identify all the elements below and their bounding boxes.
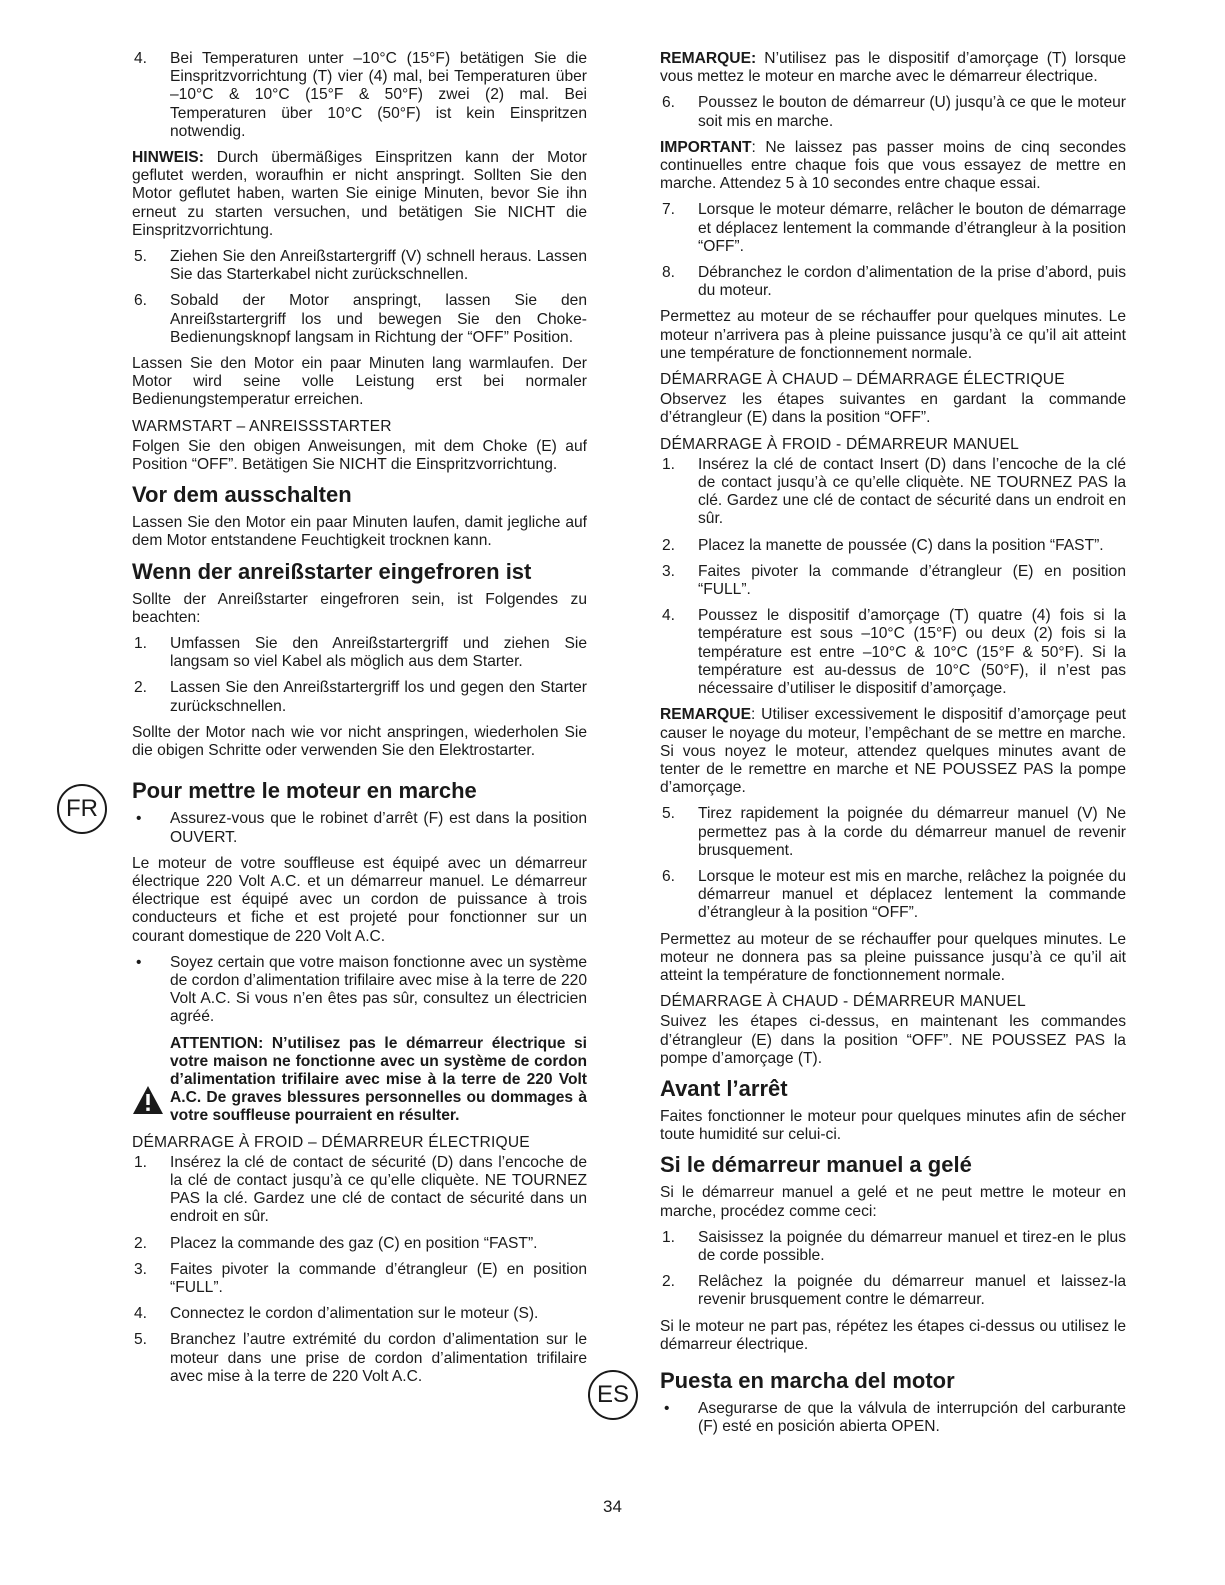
item-number: 5. [134,1331,148,1349]
chaud-electrique-subheading: DÉMARRAGE À CHAUD – DÉMARRAGE ÉLECTRIQUE [660,371,1065,389]
avant-paragraph: Faites fonctionner le moteur pour quelques minutes afin de sécher toute humidité sur celui-ci. [660,1107,1126,1144]
bullet-text: Asegurarse de que la válvula de interrupción del carburante (F) esté en posición abierta OPEN. [698,1399,1126,1436]
chaud-electrique-paragraph: Observez les étapes suivantes en gardant la commande d’étrangleur (E) dans la position “OFF”. [660,391,1126,427]
item-number: 5. [134,248,148,266]
wenn-intro: Sollte der Anreißstarter eingefroren sein, ist Folgendes zu beachten: [132,590,587,626]
item-text: Faites pivoter la commande d’étrangleur (E) en position “FULL”. [170,1260,587,1296]
soyez-bullets [132,954,587,1027]
right-column [596,50,1126,1444]
item-number: 6. [662,94,676,112]
note-text: : Ne laissez pas passer moins de cinq secondes continuelles entre chaque fois que vous essayez de mettre en marche. Attendez 5 à 10 secondes entre chaque essai. [660,138,1126,193]
item-text: Sobald der Motor anspringt, lassen Sie den Anreißstartergriff los und bewegen Sie den Choke-Bedienungsknopf langsam in Richtung der “OFF” Position. [170,292,587,346]
permettez-paragraph: Permettez au moteur de se réchauffer pour quelques minutes. Le moteur n’arrivera pas à pleine puissance jusqu’à ce qu’il ait atteint une température de fonctionnement normale. [660,308,1126,362]
list-item [132,635,587,671]
item-number: 6. [134,292,148,310]
list-item [132,248,587,284]
electrique-steps-7-8 [660,201,1126,300]
item-text: Relâchez la poignée du démarreur manuel et laissez-la revenir brusquement contre le démarreur. [698,1273,1126,1309]
item-text: Lorsque le moteur est mis en marche, relâchez la poignée du démarreur manuel et déplacez lentement la commande d’étrangleur à la position “OFF”. [698,867,1126,922]
item-text: Poussez le bouton de démarreur (U) jusqu’à ce que le moteur soit mis en marche. [698,94,1126,130]
warmstart-paragraph: Folgen Sie den obigen Anweisungen, mit dem Choke (E) auf Position “OFF”. Betätigen Sie NICHT die Einspritzvorrichtung. [132,437,587,474]
list-item [660,537,1126,555]
item-number: 1. [662,1228,676,1246]
froid-manuel-steps-5-6 [660,805,1126,922]
note-label: REMARQUE: [660,50,757,67]
electrique-step-6 [660,94,1126,130]
list-item [660,868,1126,923]
heading-vor-dem-ausschalten: Vor dem ausschalten [132,482,352,508]
attention-text: ATTENTION: N’utilisez pas le démarreur électrique si votre maison ne fonctionne avec un système de cordon d’alimentation trifilaire avec mise à la terre de 220 Volt A.C. De graves blessures personnelles ou dommages à votre souffleuse pourraient en résulter. [170,1034,587,1125]
note-text: : Utiliser excessivement le dispositif d’amorçage peut causer le noyage du moteur, l’empêchant de se mettre en marche. Si vous noyez le moteur, attendez quelques minutes avant de tenter de le remettre en marche et NE POUSSEZ PAS la pompe d’amorçage. [660,706,1126,797]
bullet-mark: • [664,1399,670,1417]
item-text: Bei Temperaturen unter –10°C (15°F) betätigen Sie die Einspritzvorrichtung (T) vier (4) mal, bei Temperaturen über –10°C & 10°C (15°F & 50°F) zwei (2) mal. Bei Temperaturen über 10°C (50°F) ist kein Einspritzen notwendig. [170,50,587,140]
list-item [660,1273,1126,1309]
note-label: IMPORTANT [660,138,752,156]
attention-warning [132,1035,587,1126]
list-item [132,1235,587,1253]
hinweis-note [132,149,587,240]
bullet-item [132,954,587,1027]
list-item [132,1331,587,1386]
list-item [660,94,1126,130]
item-number: 2. [662,1273,676,1291]
item-number: 2. [662,536,676,554]
bullet-text: Soyez certain que votre maison fonctionne avec un système de cordon d’alimentation trifilaire avec mise à la terre de 220 Volt A.C. Si vous n’en êtes pas sûr, consultez un électricien agréé. [170,953,587,1026]
page-number: 34 [603,1497,622,1516]
pour-bullets [132,810,587,846]
item-text: Ziehen Sie den Anreißstartergriff (V) schnell heraus. Lassen Sie das Starterkabel nicht zurückschnellen. [170,248,587,284]
froid-manuel-subheading: DÉMARRAGE À FROID - DÉMARREUR MANUEL [660,435,1019,453]
item-number: 1. [134,635,148,653]
spanish-section-header [596,1367,1126,1408]
important-note [660,139,1126,194]
item-number: 3. [134,1260,148,1278]
item-number: 1. [134,1153,148,1171]
list-item [660,1229,1126,1265]
item-text: Placez la commande des gaz (C) en position “FAST”. [170,1234,538,1252]
chaud-manuel-subheading: DÉMARRAGE À CHAUD - DÉMARREUR MANUEL [660,993,1026,1011]
item-number: 4. [134,1305,148,1323]
froid-electrique-steps [132,1154,587,1386]
list-item [660,607,1126,698]
item-text: Saisissez la poignée du démarreur manuel et tirez-en le plus de corde possible. [698,1228,1126,1264]
item-number: 5. [662,805,676,823]
pour-paragraph: Le moteur de votre souffleuse est équipé avec un démarreur électrique 220 Volt A.C. et un démarreur manuel. Le démarreur électrique est équipé avec un cordon de puissance à trois conducteurs et fiche et est projeté pour fonctionner sur un courant domestique de 220 Volt A.C. [132,854,587,945]
heading-demarreur-gele: Si le démarreur manuel a gelé [660,1152,972,1178]
heading-puesta-en-marcha: Puesta en marcha del motor [660,1367,955,1393]
list-item [132,1261,587,1297]
warning-triangle-icon [132,1085,164,1115]
list-item [660,563,1126,599]
item-text: Débranchez le cordon d’alimentation de la prise d’abord, puis du moteur. [698,264,1126,300]
list-item [132,679,587,715]
note-text: N’utilisez pas le dispositif d’amorçage (T) lorsque vous mettez le moteur en marche avec le démarreur électrique. [660,50,1126,86]
list-item [660,456,1126,529]
list-item [132,1154,587,1227]
item-number: 2. [134,1234,148,1252]
bullet-item [132,810,587,846]
list-item [132,50,587,141]
list-item [132,292,587,347]
german-steps-5-6 [132,248,587,347]
heading-anreissstarter-eingefroren: Wenn der anreißstarter eingefroren ist [132,558,532,584]
bullet-mark: • [136,953,142,971]
froid-manuel-steps [660,456,1126,698]
item-number: 4. [134,50,148,67]
item-number: 3. [662,562,676,580]
gele-outro: Si le moteur ne part pas, répétez les étapes ci-dessus ou utilisez le démarreur électrique. [660,1317,1126,1353]
list-item [660,805,1126,860]
chaud-manuel-paragraph: Suivez les étapes ci-dessus, en maintenant les commandes d’étrangleur (E) dans la position “OFF”. NE POUSSEZ PAS la pompe d’amorçage (T). [660,1013,1126,1067]
item-text: Faites pivoter la commande d’étrangleur (E) en position “FULL”. [698,562,1126,599]
heading-avant-arret: Avant l’arrêt [660,1075,788,1101]
item-number: 8. [662,264,676,282]
warmstart-subheading: WARMSTART – ANREISSSTARTER [132,417,392,435]
note-label: HINWEIS: [132,149,204,167]
item-text: Placez la manette de poussée (C) dans la position “FAST”. [698,536,1104,554]
german-steps-continued [132,50,587,141]
remarque-note-2 [660,706,1126,797]
item-text: Branchez l’autre extrémité du cordon d’alimentation sur le moteur dans une prise de cordon d’alimentation trifilaire avec mise à la terre de 220 Volt A.C. [170,1331,587,1385]
list-item [660,264,1126,300]
item-number: 2. [134,679,148,697]
item-text: Lorsque le moteur démarre, relâcher le bouton de démarrage et déplacez lentement la commande d’étrangleur à la position “OFF”. [698,201,1126,255]
puesta-bullets [660,1400,1126,1436]
gele-steps [660,1229,1126,1310]
left-column [66,50,587,1394]
list-item [660,201,1126,256]
bullet-text: Assurez-vous que le robinet d’arrêt (F) est dans la position OUVERT. [170,810,587,846]
item-text: Connectez le cordon d’alimentation sur le moteur (S). [170,1305,539,1323]
remarque-note [660,50,1126,86]
item-text: Tirez rapidement la poignée du démarreur manuel (V) Ne permettez pas à la corde du démarreur manuel de revenir brusquement. [698,805,1126,859]
item-text: Insérez la clé de contact Insert (D) dans l’encoche de la clé de contact jusqu’à ce qu’elle cliquète. NE TOURNEZ PAS la clé. Gardez une clé de contact de sécurité dans un endroit en sûr. [698,455,1126,528]
bullet-mark: • [136,810,142,828]
language-badge-es: ES [588,1370,638,1420]
note-label: REMARQUE [660,706,751,724]
language-badge-fr: FR [57,784,107,834]
note-text: Durch übermäßiges Einspritzen kann der Motor geflutet werden, woraufhin er nicht anspringt. Sollten Sie den Motor geflutet haben, warten Sie einige Minuten, bevor Sie ihn erneut zu starten versuchen, und betätigen Sie NICHT die Einspritzvorrichtung. [132,149,587,239]
permettez-paragraph-2: Permettez au moteur de se réchauffer pour quelques minutes. Le moteur ne donnera pas sa pleine puissance jusqu’à ce qu’il ait atteint la température de fonctionnement normale. [660,930,1126,984]
item-text: Lassen Sie den Anreißstartergriff los und gegen den Starter zurückschnellen. [170,679,587,715]
item-number: 4. [662,607,676,625]
vor-paragraph: Lassen Sie den Motor ein paar Minuten laufen, damit jegliche auf dem Motor entstandene Feuchtigkeit trocknen kann. [132,514,587,550]
item-number: 1. [662,455,676,473]
heading-pour-mettre-en-marche: Pour mettre le moteur en marche [132,778,477,804]
wenn-steps [132,635,587,716]
item-number: 6. [662,867,676,885]
bullet-item [660,1400,1126,1436]
item-text: Umfassen Sie den Anreißstartergriff und ziehen Sie langsam so viel Kabel als möglich aus dem Starter. [170,635,587,671]
item-text: Insérez la clé de contact de sécurité (D) dans l’encoche de la clé de contact jusqu’à ce qu’elle cliquète. NE TOURNEZ PAS la clé. Gardez une clé de contact de sécurité dans un endroit en sûr. [170,1153,587,1226]
gele-intro: Si le démarreur manuel a gelé et ne peut mettre le moteur en marche, procédez comme ceci: [660,1184,1126,1220]
froid-electrique-subheading: DÉMARRAGE À FROID – DÉMARREUR ÉLECTRIQUE [132,1133,530,1151]
wenn-outro: Sollte der Motor nach wie vor nicht anspringen, wiederholen Sie die obigen Schritte oder verwenden Sie den Elektrostarter. [132,723,587,760]
item-number: 7. [662,201,676,219]
item-text: Poussez le dispositif d’amorçage (T) quatre (4) fois si la température est sous –10°C (15°F) ou deux (2) fois si la température est entre –10°C & 10°C (15°F & 50°F). Si la température est au-dessus de 10°C (50°F), il n’est pas nécessaire d’utiliser le dispositif d’amorçage. [698,607,1126,698]
list-item [132,1305,587,1323]
french-section-header [66,778,587,823]
warmup-paragraph: Lassen Sie den Motor ein paar Minuten lang warmlaufen. Der Motor wird seine volle Leistung erst bei normaler Bedienungstemperatur erreichen. [132,355,587,409]
